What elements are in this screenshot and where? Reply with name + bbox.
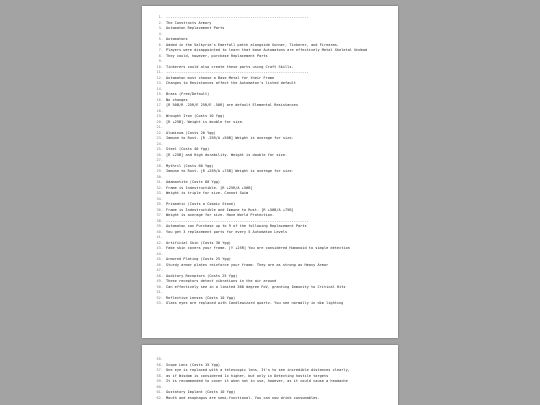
line-text: Scope Lens (Costs 15 Ygg) [166,362,221,367]
line-number: 36. [156,207,163,212]
line-text: [R +25B] and High durability. Weight is double for size. [166,152,288,157]
line-number: 15. [156,92,163,96]
line-number: 18. [156,108,163,113]
line-number: 43. [156,246,163,250]
line-number: 31. [156,180,163,184]
line-number: 1. [158,15,163,19]
line-number: 49. [156,279,163,283]
line-text: ------------------------------------------------------------------ [166,218,309,223]
line-number: 33. [156,191,163,195]
line-number: 2. [158,20,163,25]
document-line [152,301,392,307]
line-number: 32. [156,185,163,190]
line-text: Sturdy armor plates reinforce your frame. They are as strong as Heavy Armor [166,262,329,267]
line-number: 9. [158,59,163,63]
line-text: Automaton can Purchase up to 9 of the following Replacement Parts [166,224,307,228]
line-text: No changes [166,97,188,102]
document-page-1 [142,6,398,338]
line-number: 24. [156,141,163,146]
line-text: The Constructs Armory [166,20,212,25]
line-number: 51. [156,290,163,294]
line-number: 44. [156,251,163,256]
line-number: 5. [158,37,163,41]
line-text: Automaton Replacement Parts [166,26,225,30]
line-text: Brass (Free/Default) [166,92,210,96]
line-text: Artificial Skin (Costs 30 Ygg) [166,240,231,245]
line-number: 38. [156,218,163,223]
line-number: 11. [156,70,163,74]
line-number: 30. [156,174,163,179]
line-text: Weight is triple for size. Cannot Swim [166,191,249,195]
line-text: Mouth and esophagus are semi-functional. You can now drink consumables. [166,395,320,400]
line-number: 48. [156,273,163,278]
line-number: 7. [158,48,163,52]
line-text: Steel (Costs 40 Ygg) [166,147,210,151]
line-number: 26. [156,152,163,157]
line-text: Wrought Iron (Costs 10 Ygg) [166,114,225,118]
line-text: Armored Plating (Costs 25 Ygg) [166,257,231,261]
line-text: Automaton must choose a Base Metal for their Frame [166,75,275,80]
line-text: Adamantite (Costs 80 Ygg) [166,180,221,184]
line-number: 14. [156,86,163,91]
line-number: 60. [156,384,163,389]
line-number: 10. [156,64,163,69]
line-text: ------------------------------------------------------------------ [166,15,309,19]
line-number: 21. [156,125,163,129]
line-text: These receptors detect vibrations in the air around [166,279,277,283]
line-text: Weight is average for size. Have World Protection. [166,213,275,217]
line-text: Prismatic (Costs a Cosmic Stone) [166,202,236,206]
line-number: 23. [156,136,163,140]
line-text: [R 50B/R -25R/E 25R/E -50R] are default Elemental Resistances [166,103,298,107]
line-text: Reflective Lenses (Costs 10 Ygg) [166,295,236,300]
line-number: 55. [156,357,163,361]
line-number: 20. [156,119,163,124]
line-number: 28. [156,163,163,168]
line-number: 52. [156,295,163,300]
document-page-2 [142,345,398,405]
line-text: Can effectively see in a limited 360 degree FoV, granting Immunity to Critical Hits [166,284,346,289]
line-text: They could, however, purchase Replacement Parts [166,53,268,58]
line-text: You get 3 replacement parts for every 5 Automaton Levels [166,229,288,234]
line-number: 46. [156,262,163,267]
line-number: 34. [156,196,163,201]
line-text: Added in the Valkyrie's Emerfall patch alongside Gunner, Tinkerer, and Firearms. [166,42,340,47]
line-text: Automatons [166,37,188,41]
line-number: 39. [156,224,163,228]
line-number: 41. [156,235,163,239]
line-text: Aluminum (Costs 20 Ygg) [166,130,216,135]
line-number: 12. [156,75,163,80]
line-number: 27. [156,158,163,162]
document-line [152,396,392,402]
line-text: Changes to Resistances affect the Automaton's listed default [166,81,296,85]
line-number: 40. [156,229,163,234]
line-number: 16. [156,97,163,102]
page-1-lines [152,15,392,307]
line-text: One eye is replaced with a telescopic lens. It's to see incredible distances clearly, [166,368,350,372]
line-text: Immune to Rust. [R +25R/A +75B] Weight is average for size. [166,169,294,173]
line-number: 56. [156,362,163,367]
line-text: It is recommended to cover it when not in use, however, as it could cause a headache [166,379,348,383]
line-text: Fake skin covers your frame. [Y +25R] You are considered Humanoid to simple detection [166,246,350,250]
line-number: 59. [156,379,163,383]
line-number: 3. [158,26,163,30]
line-text: Immune to Rust. [R -25R/A +50B] Weight is average for size. [166,136,294,140]
line-text: ------------------------------------------------------------------ [166,70,309,74]
line-text: Players were disappointed to learn that base Automatons are effectively Metal Skeletal Undead [166,48,368,52]
line-number: 42. [156,240,163,245]
line-text: [R +25B]. Weight is double for size. [166,119,244,124]
line-number: 37. [156,213,163,217]
line-text: Gustatory Implant (Costs 10 Ygg) [166,390,236,394]
line-number: 62. [156,395,163,400]
line-number: 8. [158,53,163,58]
line-number: 58. [156,373,163,378]
line-number: 45. [156,257,163,261]
line-number: 35. [156,202,163,206]
line-number: 25. [156,147,163,151]
line-number: 57. [156,368,163,372]
line-number: 13. [156,81,163,85]
line-text: as if Wisdom is considered 1x higher, but only in Detecting hostile targets [166,373,329,378]
line-text: Frame is Indestructible. [R +25R/A +50B] [166,185,253,190]
line-number: 29. [156,169,163,173]
line-text: Glass eyes are replaced with Candlewizard quartz. You see normally in dim lighting [166,301,344,305]
line-number: 6. [158,42,163,47]
line-text: Frame is Indestructible and Immune to Rust. [R +50B/A +75B] [166,207,294,212]
line-number: 53. [156,301,163,305]
line-number: 61. [156,390,163,394]
line-text: Tinkerers could also create these parts using Craft Skills. [166,64,294,69]
line-number: 17. [156,103,163,107]
line-number: 50. [156,284,163,289]
line-number: 22. [156,130,163,135]
line-number: 47. [156,268,163,272]
line-number: 4. [158,31,163,36]
line-number: 19. [156,114,163,118]
page-2-lines [152,357,392,401]
line-text: Mythril (Costs 60 Ygg) [166,163,214,168]
line-text: Auditory Receptors (Costs 25 Ygg) [166,273,238,278]
